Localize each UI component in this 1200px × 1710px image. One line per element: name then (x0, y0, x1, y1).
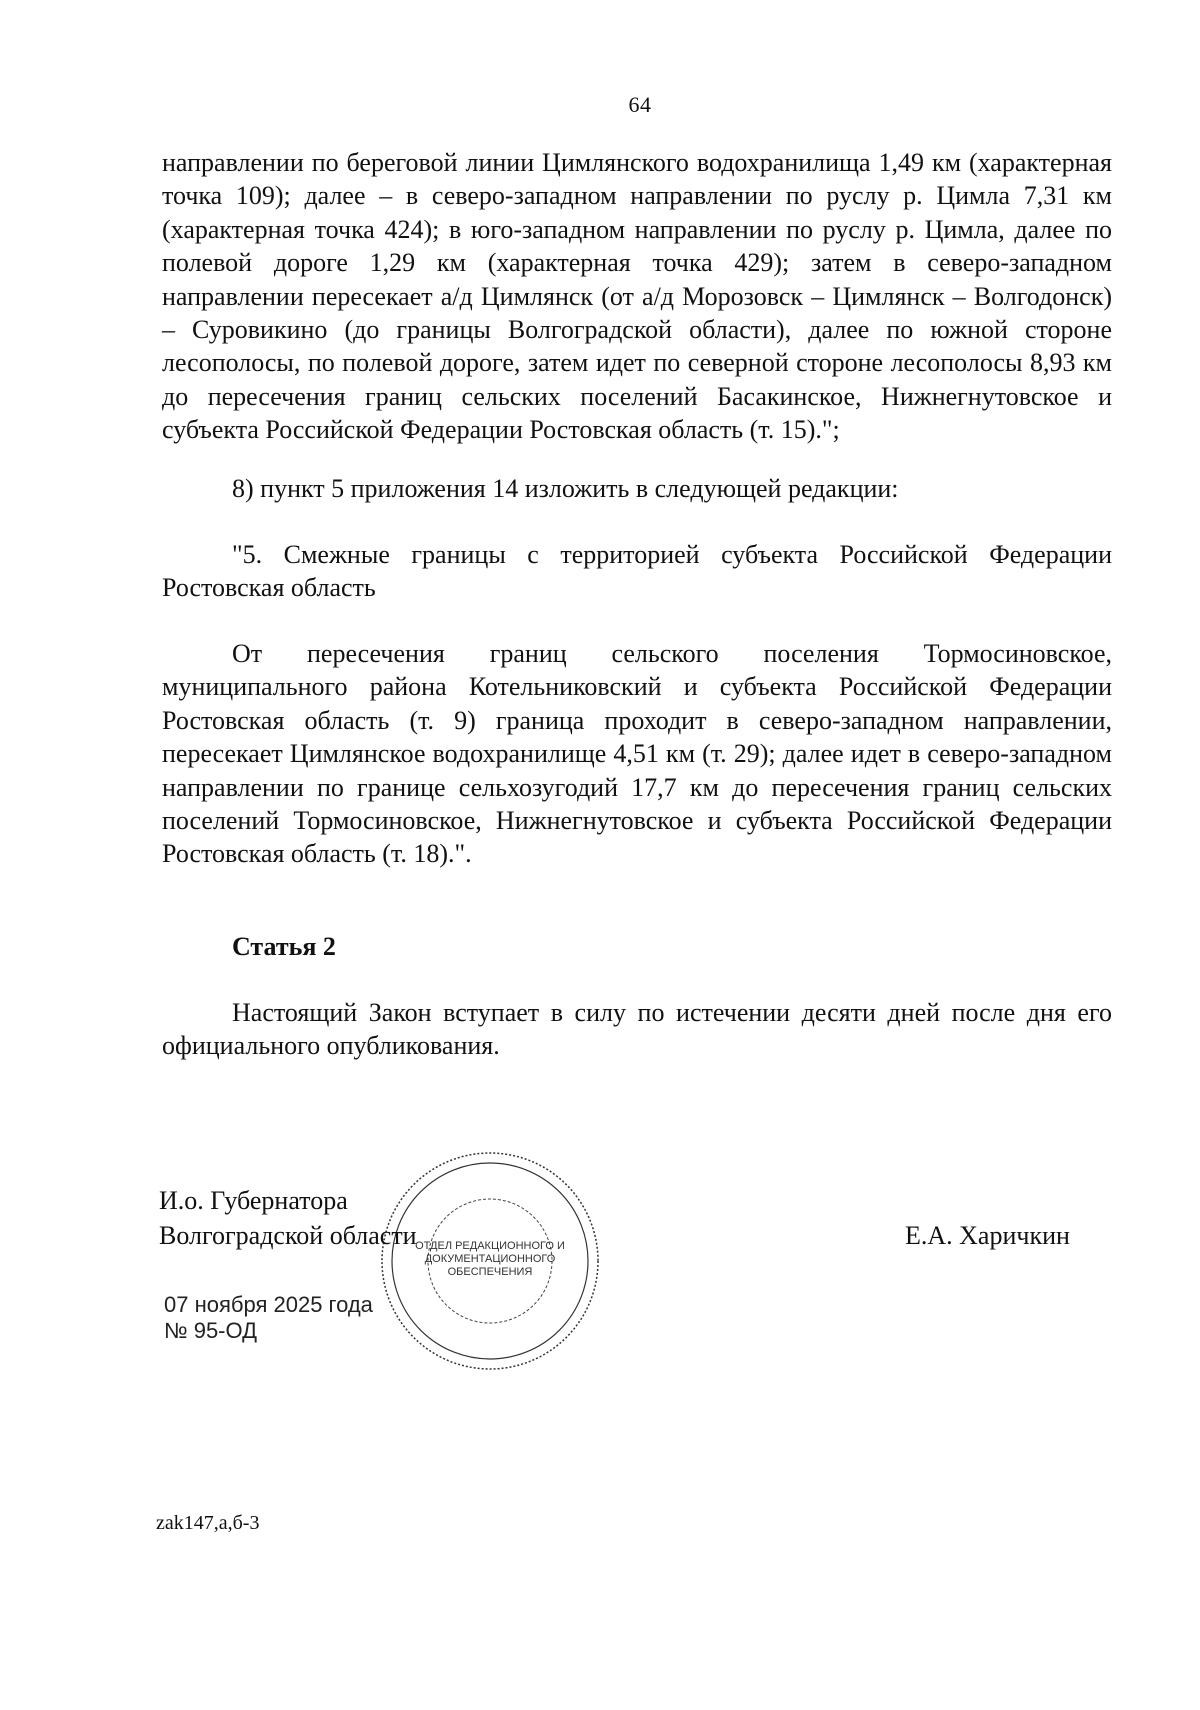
signer-name: Е.А. Харичкин (905, 1221, 1070, 1250)
article-title: Статья 2 (232, 932, 336, 961)
paragraph-text: 8) пункт 5 приложения 14 изложить в следующей редакции: (232, 474, 899, 503)
date-block (164, 1292, 373, 1344)
page-number: 64 (628, 92, 652, 117)
seal-text: ОТДЕЛ РЕДАКЦИОННОГО И ДОКУМЕНТАЦИОННОГО ОБЕСПЕЧЕНИЯ (415, 1240, 565, 1278)
paragraph-entry-into-force (162, 996, 1112, 1063)
paragraph-text: Настоящий Закон вступает в силу по истечении десяти дней после дня его официального опубликования. (162, 998, 1112, 1061)
footer-code: zak147,а,б-3 (156, 1512, 260, 1534)
paragraph-text: "5. Смежные границы с территорией субъекта Российской Федерации Ростовская область (162, 540, 1112, 603)
paragraph-point-5-heading (162, 538, 1112, 605)
signer-position (159, 1183, 417, 1253)
paragraph-boundary-description (162, 637, 1112, 871)
document-date: 07 ноября 2025 года (164, 1292, 373, 1317)
paragraph-item-8 (162, 472, 1112, 505)
paragraph-boundary-continuation (162, 146, 1112, 447)
paragraph-text: От пересечения границ сельского поселения Тормосиновское, муниципального района Котельниковский и субъекта Российской Федерации Ростовская область (т. 9) граница проходит в северо-западном направлении, пересекает Цимлянское водохранилище 4,51 км (т. 29); далее идет в северо-западном направлении по границе сельхозугодий 17,7 км до пересечения границ сельских поселений Тормосиновское, Нижнегнутовское и субъекта Российской Федерации Ростовская область (т. 18).". (162, 639, 1112, 869)
signer-position-line2: Волгоградской области (159, 1221, 417, 1250)
document-number: № 95-ОД (164, 1318, 258, 1343)
paragraph-text: направлении по береговой линии Цимлянского водохранилища 1,49 км (характерная точка 109); далее – в северо-западном направлении по руслу р. Цимла 7,31 км (характерная точка 424); в юго-западном направлении по руслу р. Цимла, далее по полевой дороге 1,29 км (характерная точка 429); затем в северо-западном направлении пересекает а/д Цимлянск (от а/д Морозовск – Цимлянск – Волгодонск) – Суровикино (до границы Волгоградской области), далее по южной стороне лесополосы, по полевой дороге, затем идет по северной стороне лесополосы 8,93 км до пересечения границ сельских поселений Басакинское, Нижнегнутовское и субъекта Российской Федерации Ростовская область (т. 15)."; (162, 148, 1112, 445)
signer-position-line1: И.о. Губернатора (159, 1186, 348, 1215)
